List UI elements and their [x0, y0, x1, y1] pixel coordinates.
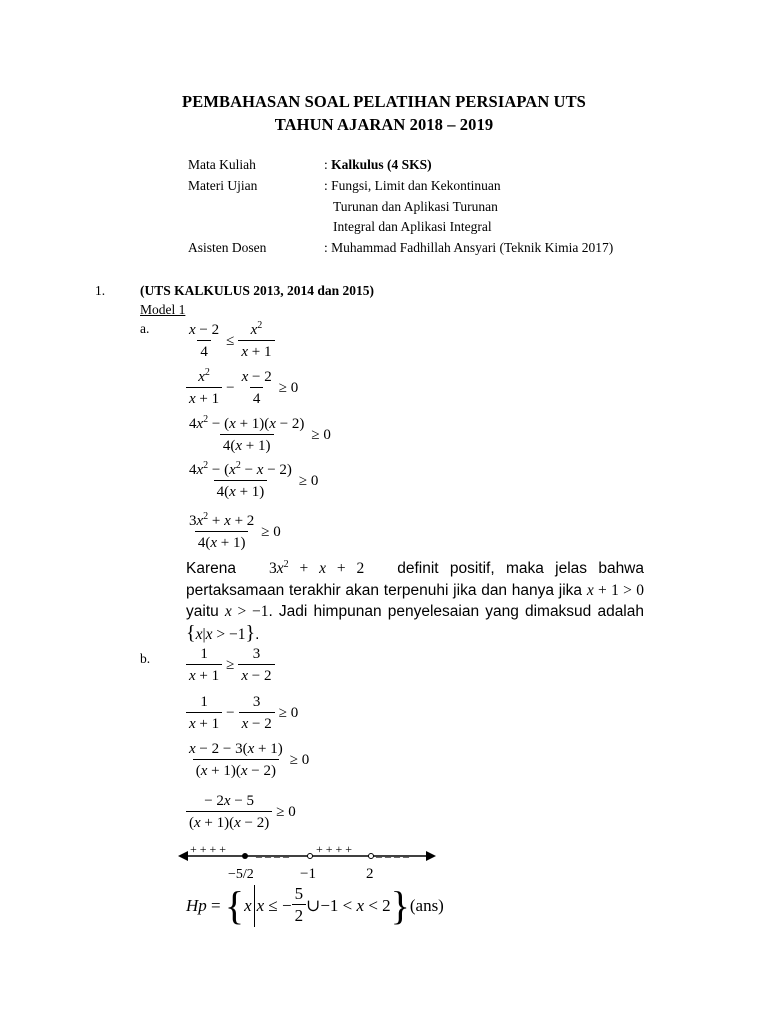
material-line3: Integral dan Aplikasi Integral	[333, 219, 492, 234]
eq-b3: $\frac{x - 2 - 3(x + 1)}{(x + 1)(x - 2)}$ ≥ 0	[186, 739, 313, 782]
sign-region-4: – – – –	[376, 849, 409, 863]
eq-b1: $\frac{1}{x + 1}$ ≥ $\frac{3}{x - 2}$	[186, 644, 275, 687]
tick-label-2: 2	[366, 866, 374, 882]
course-value: Kalkulus (4 SKS)	[331, 157, 432, 172]
eq-a1: $\frac{x - 2}{4}$ ≤ $\frac{x^2}{x + 1}$	[186, 320, 275, 363]
course-value-row	[324, 157, 432, 173]
answer-condition-right: ∪−1 < x < 2	[306, 895, 391, 915]
document-title-line1: PEMBAHASAN SOAL PELATIHAN PERSIAPAN UTS	[182, 92, 586, 111]
material-line2: Turunan dan Aplikasi Turunan	[333, 199, 498, 214]
answer-suffix: (ans)	[409, 895, 444, 915]
eq-a5: $\frac{3x^2 + x + 2}{4(x + 1)}$ ≥ 0	[186, 511, 285, 554]
answer-set-var: x	[244, 895, 252, 915]
expr-x-gt-neg1: x > −1	[224, 603, 269, 620]
answer-brace-open: {	[224, 882, 245, 928]
eq-b4: $\frac{- 2x - 5}{(x + 1)(x - 2)}$ ≥ 0	[186, 791, 300, 834]
document-title-line2: TAHUN AJARAN 2018 – 2019	[274, 115, 494, 134]
eq-a2: $x^2$ x + 1 − $\frac{x - 2}{4}$ ≥ 0	[186, 367, 302, 410]
explanation-text-1: Karena	[186, 560, 248, 577]
right-arrow-icon	[426, 851, 436, 861]
question-number: 1.	[95, 283, 106, 298]
answer-fraction: $\frac{5}{2}$	[292, 884, 307, 927]
part-b-label: b.	[140, 651, 151, 666]
material-label: Materi Ujian	[188, 178, 258, 193]
left-arrow-icon	[178, 851, 188, 861]
eq-a3: $\frac{4x^2 - (x + 1)(x - 2)}{4(x + 1)}$ ≥ 0	[186, 414, 335, 457]
sign-region-3: + + + +	[316, 842, 353, 856]
explanation-text-3: yaitu	[186, 603, 225, 620]
expr-quadratic: $3x^2 + x + 2$	[247, 559, 386, 577]
assistant-label: Asisten Dosen	[188, 240, 267, 255]
answer-condition-left: x ≤ −	[256, 895, 292, 915]
course-separator: :	[324, 157, 332, 172]
final-answer	[186, 884, 444, 927]
eq-a4: $\frac{4x^2 - (x^2 - x - 2)}{4(x + 1)}$ ≥ 0	[186, 460, 322, 503]
assistant-value: : Muhammad Fadhillah Ansyari (Teknik Kimia 2017)	[324, 240, 614, 255]
open-point-2	[369, 854, 374, 859]
explanation-text-2: definit positif, maka jelas bahwa pertaksamaan terakhir akan terpenuhi jika dan hanya jika	[186, 560, 644, 599]
part-a-explanation: Karena $3x^2 + x + 2$ definit positif, maka jelas bahwa pertaksamaan terakhir akan terpenuhi jika dan hanya jika x + 1 > 0 yaitu x > −1. Jadi himpunan penyelesaian yang dimaksud adalah {x|x > −1}.	[186, 559, 645, 644]
tick-label-neg-1: −1	[300, 866, 316, 882]
model-label: Model 1	[140, 302, 186, 317]
answer-hp: Hp =	[186, 895, 225, 915]
part-a-label: a.	[140, 321, 150, 336]
sign-region-1: + + + +	[190, 842, 227, 856]
expr-solution-set: {x|x > −1}	[186, 621, 256, 644]
answer-brace-close: }	[390, 882, 410, 928]
course-label: Mata Kuliah	[188, 157, 256, 172]
material-line1: : Fungsi, Limit dan Kekontinuan	[324, 178, 501, 193]
closed-point-neg-5-2	[242, 853, 248, 859]
tick-label-neg-5-2: −5/2	[228, 867, 254, 882]
sign-region-2: – – – –	[256, 849, 289, 863]
open-point-neg-1	[308, 854, 313, 859]
expr-x-plus-1: x + 1 > 0	[586, 581, 645, 599]
eq-b2: 1 x + 1 − $\frac{3}{x - 2}$ ≥ 0	[186, 692, 302, 735]
explanation-text-4: . Jadi himpunan penyelesaian yang dimaksud adalah	[268, 603, 644, 620]
answer-divider	[254, 885, 255, 927]
question-heading: (UTS KALKULUS 2013, 2014 dan 2015)	[140, 283, 375, 298]
